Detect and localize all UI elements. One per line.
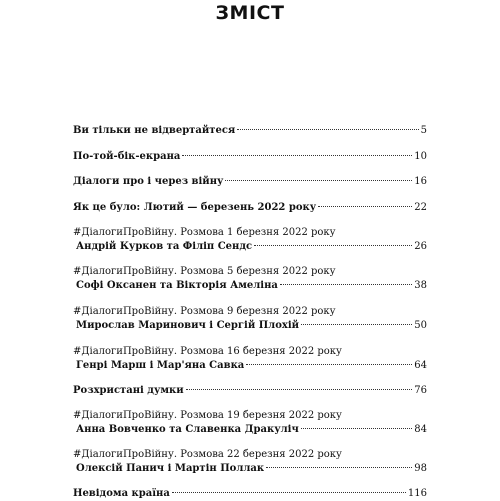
- toc-entry: [73, 226, 427, 254]
- toc-leader-dots: [225, 180, 412, 181]
- toc-entry-title: Софі Оксанен та Вікторія Амеліна: [76, 280, 278, 291]
- toc-entry: [73, 201, 427, 215]
- toc-leader-dots: [246, 364, 412, 365]
- toc-entry-page: 22: [414, 202, 427, 213]
- toc-leader-dots: [280, 284, 412, 285]
- toc-entry-page: 116: [407, 488, 427, 499]
- toc-entry: [73, 265, 427, 293]
- toc-entry-page: 10: [414, 151, 427, 162]
- toc-leader-dots: [186, 389, 413, 390]
- toc-entry: [73, 448, 427, 476]
- toc-entry-prefix: #ДіалогиПроВійну. Розмова 22 березня 2022 року: [73, 449, 342, 460]
- toc-entry: [73, 150, 427, 164]
- toc-entry: [73, 124, 427, 138]
- toc-entry-page: 64: [414, 360, 427, 371]
- toc-leader-dots: [266, 467, 412, 468]
- toc-entry-title: Анна Вовченко та Славенка Дракуліч: [76, 424, 299, 435]
- toc-entry-title: Генрі Марш і Мар'яна Савка: [76, 360, 245, 371]
- toc-entry-title: Діалоги про і через війну: [73, 176, 224, 187]
- toc-entry: [73, 345, 427, 373]
- toc-entry-title: Андрій Курков та Філіп Сендс: [76, 241, 253, 252]
- toc-entry-page: 84: [414, 424, 427, 435]
- toc-entry-title: Ви тільки не відвертайтеся: [73, 125, 236, 136]
- toc-entry-prefix: #ДіалогиПроВійну. Розмова 1 березня 2022 року: [73, 227, 336, 238]
- toc-entry-prefix: #ДіалогиПроВійну. Розмова 9 березня 2022 року: [73, 306, 336, 317]
- toc-entry-page: 38: [414, 280, 427, 291]
- toc-entry: [73, 384, 427, 398]
- toc-entry-page: 26: [414, 241, 427, 252]
- toc-leader-dots: [172, 492, 406, 493]
- toc-leader-dots: [237, 129, 418, 130]
- toc-entry-title: Мирослав Маринович і Сергій Плохій: [76, 320, 300, 331]
- toc-entry: [73, 175, 427, 189]
- toc-leader-dots: [301, 324, 412, 325]
- toc-entry-prefix: #ДіалогиПроВійну. Розмова 19 березня 2022 року: [73, 410, 342, 421]
- toc-entry-title: Розхристані думки: [73, 385, 184, 396]
- toc-entry-title: Олексій Панич і Мартін Поллак: [76, 463, 265, 474]
- toc-entry: [73, 409, 427, 437]
- toc-entry: [73, 487, 427, 501]
- toc-entry-page: 50: [414, 320, 427, 331]
- toc-entry-page: 76: [414, 385, 427, 396]
- toc-entry-title: Як це було: Лютий — березень 2022 року: [73, 202, 317, 213]
- toc-leader-dots: [182, 155, 412, 156]
- page-title: ЗМІСТ: [215, 2, 285, 24]
- toc-entry-prefix: #ДіалогиПроВійну. Розмова 5 березня 2022 року: [73, 266, 336, 277]
- toc-entry-title: Невідома країна: [73, 488, 170, 499]
- toc-leader-dots: [318, 206, 412, 207]
- toc-entry-page: 5: [420, 125, 427, 136]
- toc-entry-page: 16: [414, 176, 427, 187]
- toc-leader-dots: [301, 428, 412, 429]
- toc-entry-page: 98: [414, 463, 427, 474]
- toc-entry-prefix: #ДіалогиПроВійну. Розмова 16 березня 2022 року: [73, 346, 342, 357]
- toc-entry-title: По-той-бік-екрана: [73, 151, 181, 162]
- toc-leader-dots: [254, 245, 412, 246]
- toc-entry: [73, 305, 427, 333]
